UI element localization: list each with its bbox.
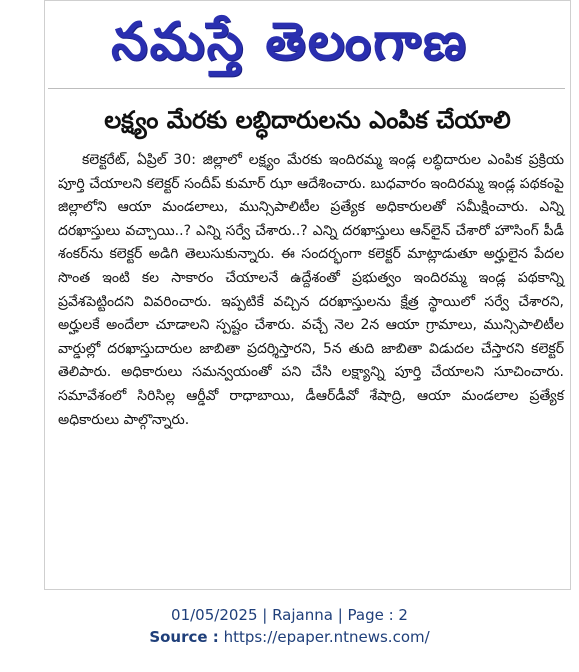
- edition-info: 01/05/2025 | Rajanna | Page : 2: [171, 606, 408, 624]
- article-body: కలెక్టరేట్, ఏప్రిల్ 30: జిల్లాలో లక్ష్యం మేరకు ఇందిరమ్మ ఇండ్ల లబ్ధిదారుల ఎంపిక ప్రక్రియ పూర్తి చేయాలని కలెక్టర్ సందీప్ కుమార్ ఝా ఆదేశించారు. బుధవారం ఇందిరమ్మ ఇండ్ల పథకంపై జిల్లాలోని ఆయా మండలాలు, మున్సిపాలిటీల ప్రత్యేక అధికారులతో సమీక్షించారు. ఎన్ని దరఖాస్తులు వచ్చాయి..? ఎన్ని సర్వే చేశారు..? ఎన్ని దరఖాస్తులు ఆన్‌లైన్ చేశారో హౌసింగ్ పీడీ శంకర్‌ను కలెక్టర్ అడిగి తెలుసుకున్నారు. ఈ సందర్భంగా కలెక్టర్ మాట్లాడుతూ అర్హులైన పేదల సొంత ఇంటి కల సాకారం చేయాలనే ఉద్దేశంతో ప్రభుత్వం ఇందిరమ్మ ఇండ్ల పథకాన్ని ప్రవేశపెట్టిందని వివరించారు. ఇప్పటికే వచ్చిన దరఖాస్తులను క్షేత్ర స్థాయిలో సర్వే చేశారని, అర్హులకే అందేలా చూడాలని స్పష్టం చేశారు. వచ్చే నెల 2న ఆయా గ్రామాలు, మున్సిపాలిటీల వార్డుల్లో దరఖాస్తుదారుల జాబితా ప్రదర్శిస్తారని, 5న తుది జాబితా విడుదల చేస్తారని కలెక్టర్ తెలిపారు. అధికారులు సమన్వయంతో పని చేసి లక్ష్యాన్ని పూర్తి చేయాలని సూచించారు. సమావేశంలో సిరిసిల్ల ఆర్డీవో రాధాబాయి, డీఆర్‌డీవో శేషాద్రి, ఆయా మండలాల ప్రత్యేక అధికారులు పాల్గొన్నారు.: [58, 152, 564, 428]
- source-line: [0, 628, 579, 646]
- masthead-divider: [48, 88, 565, 89]
- source-url[interactable]: https://epaper.ntnews.com/: [223, 628, 430, 646]
- source-label: Source :: [149, 628, 219, 646]
- newspaper-masthead: నమస్తే తెలంగాణ: [111, 11, 468, 72]
- article-headline: లక్ష్యం మేరకు లబ్ధిదారులను ఎంపిక చేయాలి: [104, 106, 511, 134]
